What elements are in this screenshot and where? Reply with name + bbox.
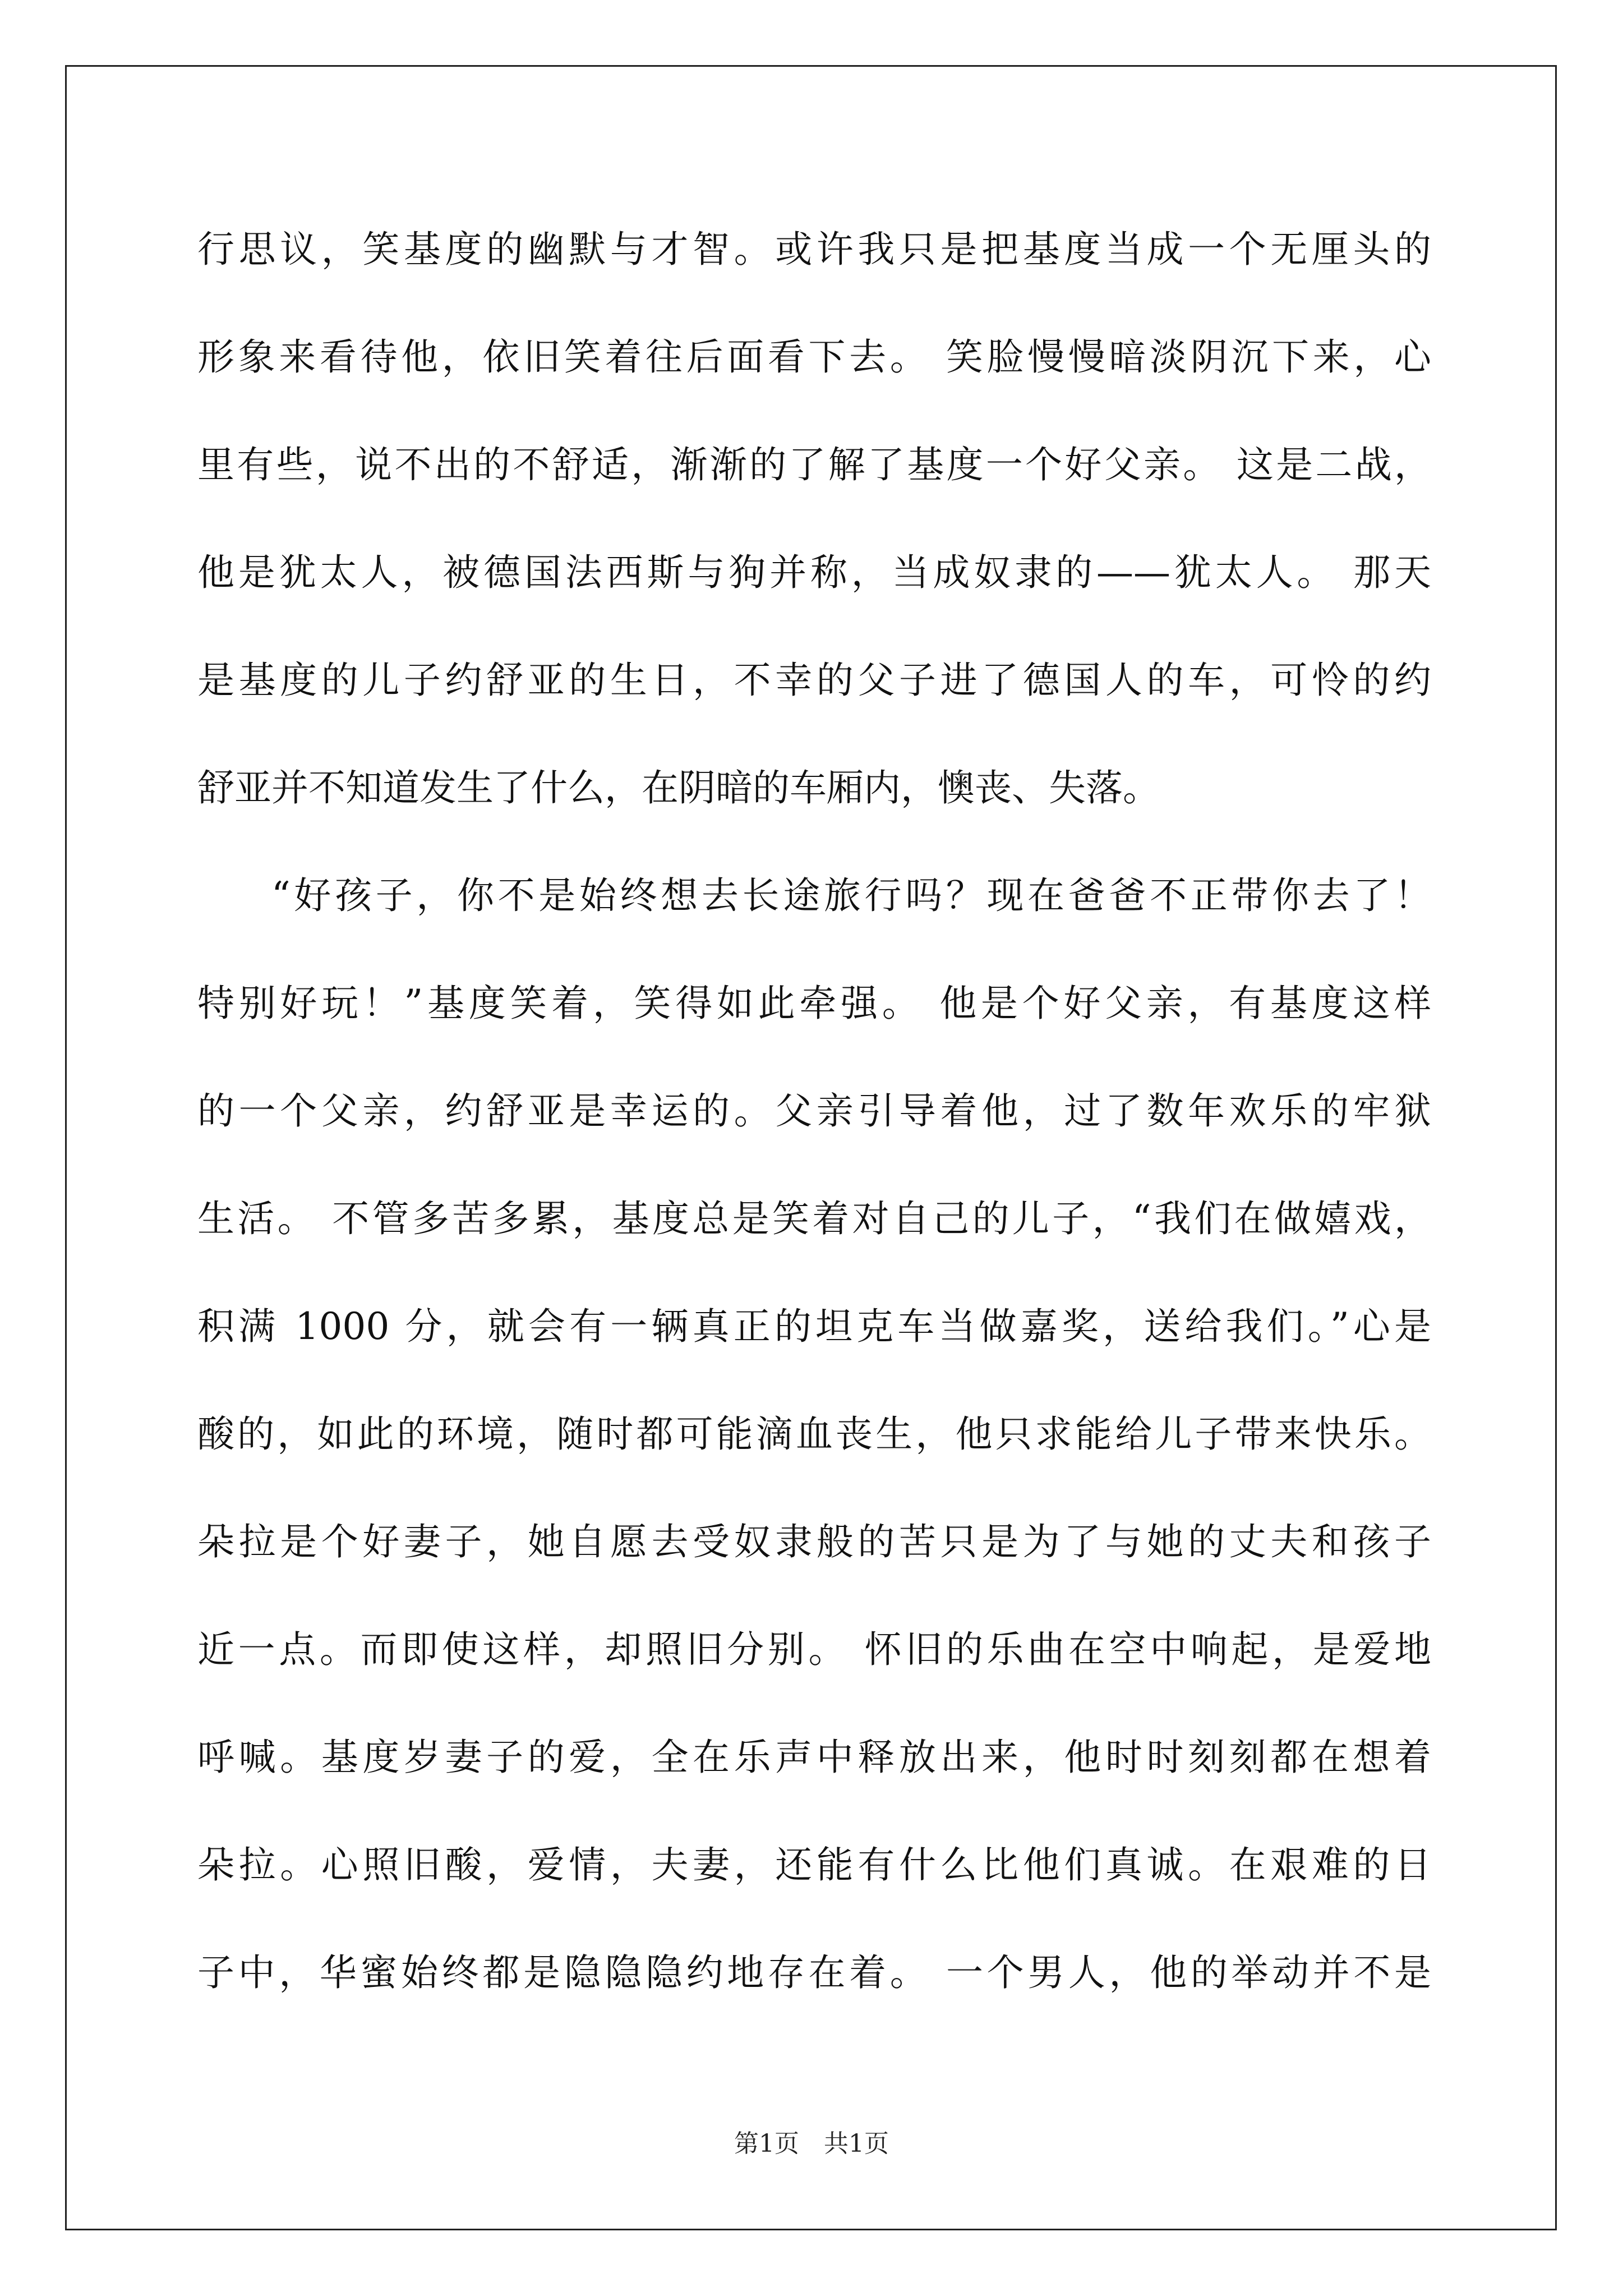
document-body xyxy=(197,216,1431,2047)
text-line: 行思议，笑基度的幽默与才智。或许我只是把基度当成一个无厘头的 xyxy=(197,228,1431,271)
text-line: 是基度的儿子约舒亚的生日，不幸的父子进了德国人的车，可怜的约 xyxy=(197,659,1431,702)
text-line: “好孩子，你不是始终想去长途旅行吗？现在爸爸不正带你去了！ xyxy=(271,874,1431,917)
text-line: 酸的，如此的环境，随时都可能滴血丧生，他只求能给儿子带来快乐。 xyxy=(197,1412,1431,1456)
page-number-footer: 第1页 共1页 xyxy=(734,2129,889,2158)
text-line: 生活。 不管多苦多累，基度总是笑着对自己的儿子，“我们在做嬉戏， xyxy=(197,1197,1431,1240)
text-line: 积满 1000 分，就会有一辆真正的坦克车当做嘉奖，送给我们。”心是 xyxy=(197,1305,1431,1348)
text-line: 朵拉。心照旧酸，爱情，夫妻，还能有什么比他们真诚。在艰难的日 xyxy=(197,1843,1431,1887)
text-line: 呼喊。基度岁妻子的爱，全在乐声中释放出来，他时时刻刻都在想着 xyxy=(197,1736,1431,1779)
text-line: 里有些，说不出的不舒适，渐渐的了解了基度一个好父亲。 这是二战， xyxy=(197,443,1431,486)
text-line: 子中，华蜜始终都是隐隐隐约地存在着。 一个男人，他的举动并不是 xyxy=(197,1951,1431,1994)
text-line: 他是犹太人，被德国法西斯与狗并称，当成奴隶的——犹太人。 那天 xyxy=(197,551,1431,594)
text-line: 形象来看待他，依旧笑着往后面看下去。 笑脸慢慢暗淡阴沉下来，心 xyxy=(197,335,1431,379)
text-line: 朵拉是个好妻子，她自愿去受奴隶般的苦只是为了与她的丈夫和孩子 xyxy=(197,1520,1431,1563)
text-line: 的一个父亲，约舒亚是幸运的。父亲引导着他，过了数年欢乐的牢狱 xyxy=(197,1089,1431,1133)
text-line: 特别好玩！”基度笑着，笑得如此牵强。 他是个好父亲，有基度这样 xyxy=(197,982,1431,1025)
text-line: 近一点。而即使这样，却照旧分别。 怀旧的乐曲在空中响起，是爱地 xyxy=(197,1628,1431,1671)
text-line: 舒亚并不知道发生了什么，在阴暗的车厢内，懊丧、失落。 xyxy=(197,766,1160,809)
